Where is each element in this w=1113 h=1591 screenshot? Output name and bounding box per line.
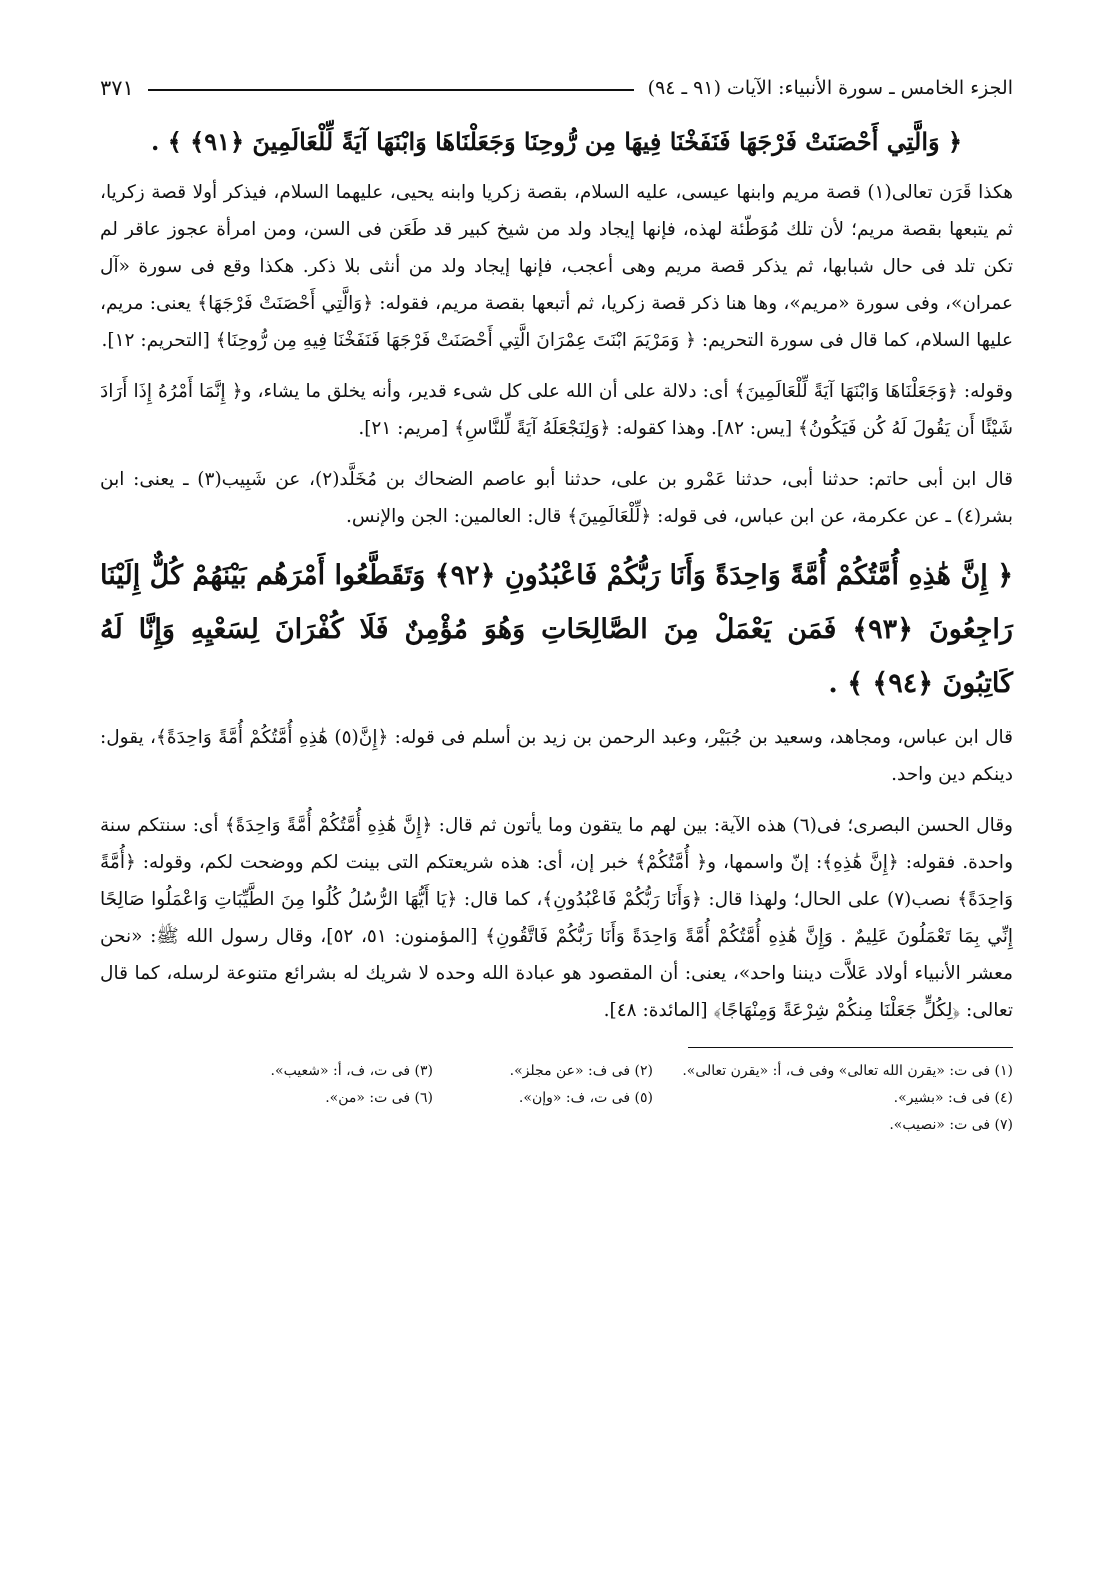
- footnote-5: (٥) فى ت، ف: «وإن».: [518, 1090, 653, 1106]
- running-header: [100, 68, 1013, 108]
- footnote-row: [100, 1085, 1013, 1112]
- commentary-paragraph-3: قال ابن أبى حاتم: حدثنا أبى، حدثنا عَمْرو بن على، حدثنا أبو عاصم الضحاك بن مُخَلَّد(٢)، عن شَبِيب(٣) ـ يعنى: ابن بشر(٤) ـ عن عكرمة، عن ابن عباس، فى قوله: ﴿لِّلْعَالَمِينَ﴾ قال: العالمين: الجن والإنس.: [100, 469, 1014, 527]
- footnote-6: (٦) فى ت: «من».: [325, 1090, 433, 1106]
- footnote-4: (٤) فى ف: «بشير».: [893, 1090, 1013, 1106]
- commentary-paragraph-5: وقال الحسن البصرى؛ فى(٦) هذه الآية: بين لهم ما يتقون وما يأتون ثم قال: ﴿إِنَّ هَٰذِهِ أُمَّتُكُمْ أُمَّةً وَاحِدَةً﴾ أى: سنتكم سنة واحدة. فقوله: ﴿إِنَّ هَٰذِهِ﴾: إنّ واسمها، و﴿ أُمَّتُكُمْ﴾ خبر إن، أى: هذه شريعتكم التى بينت لكم ووضحت لكم، وقوله: ﴿أُمَّةً وَاحِدَةً﴾ نصب(٧) على الحال؛ ولهذا قال: ﴿وَأَنَا رَبُّكُمْ فَاعْبُدُونِ﴾، كما قال: ﴿يَا أَيُّهَا الرُّسُلُ كُلُوا مِنَ الطَّيِّبَاتِ وَاعْمَلُوا صَالِحًا إِنِّي بِمَا تَعْمَلُونَ عَلِيمٌ . وَإِنَّ هَٰذِهِ أُمَّتُكُمْ أُمَّةً وَاحِدَةً وَأَنَا رَبُّكُمْ فَاتَّقُونِ﴾ [المؤمنون: ٥١، ٥٢]، وقال رسول الله ﷺ: «نحن معشر الأنبياء أولاد عَلاَّت ديننا واحد»، يعنى: أن المقصود هو عبادة الله وحده لا شريك له بشرائع متنوعة لرسله، كما قال تعالى: ﴿لِكُلٍّ جَعَلْنَا مِنكُمْ شِرْعَةً وَمِنْهَاجًا﴾ [المائدة: ٤٨].: [100, 815, 1013, 1021]
- footnote-7: (٧) فى ت: «نصيب».: [889, 1117, 1013, 1133]
- footnote-2: (٢) فى ف: «عن مجلز».: [509, 1063, 653, 1079]
- footnotes: [100, 1058, 1013, 1139]
- header-rule: [148, 89, 634, 91]
- commentary-paragraph-1: هكذا قَرَن تعالى(١) قصة مريم وابنها عيسى، عليه السلام، بقصة زكريا وابنه يحيى، عليهما السلام، فيذكر أولا قصة زكريا، ثم يتبعها بقصة مريم؛ لأن تلك مُوَطّئة لهذه، فإنها إيجاد ولد من شيخ كبير قد طَعَن فى السن، ومن امرأة عجوز عاقر لم تكن تلد فى حال شبابها، ثم يذكر قصة مريم وهى أعجب، فإنها إيجاد ولد من أنثى بلا ذكر. هكذا وقع فى سورة «آل عمران»، وفى سورة «مريم»، وها هنا ذكر قصة زكريا، ثم أتبعها بقصة مريم، فقوله: ﴿وَالَّتِي أَحْصَنَتْ فَرْجَهَا﴾ يعنى: مريم، عليها السلام، كما قال فى سورة التحريم: ﴿ وَمَرْيَمَ ابْنَتَ عِمْرَانَ الَّتِي أَحْصَنَتْ فَرْجَهَا فَنَفَخْنَا فِيهِ مِن رُّوحِنَا﴾ [التحريم: ١٢].: [100, 182, 1013, 351]
- footnote-row: [100, 1058, 1013, 1085]
- quran-verses-92-94: ﴿ إِنَّ هَٰذِهِ أُمَّتُكُمْ أُمَّةً وَاحِدَةً وَأَنَا رَبُّكُمْ فَاعْبُدُونِ ﴿٩٢﴾ وَتَقَطَّعُوا أَمْرَهُم بَيْنَهُمْ كُلٌّ إِلَيْنَا رَاجِعُونَ ﴿٩٣﴾ فَمَن يَعْمَلْ مِنَ الصَّالِحَاتِ وَهُوَ مُؤْمِنٌ فَلَا كُفْرَانَ لِسَعْيِهِ وَإِنَّا لَهُ كَاتِبُونَ ﴿٩٤﴾ ﴾ .: [100, 560, 1014, 699]
- footnote-row: [100, 1112, 1013, 1139]
- footnote-divider: [688, 1047, 1013, 1048]
- footnote-3: (٣) فى ت، ف، أ: «شعيب».: [270, 1063, 433, 1079]
- commentary-paragraph-4: قال ابن عباس، ومجاهد، وسعيد بن جُبَيْر، وعبد الرحمن بن زيد بن أسلم فى قوله: ﴿إِنَّ(٥) هَٰذِهِ أُمَّتُكُمْ أُمَّةً وَاحِدَةً﴾، يقول: دينكم دين واحد.: [100, 727, 1013, 785]
- quran-verse-91: ﴿ وَالَّتِي أَحْصَنَتْ فَرْجَهَا فَنَفَخْنَا فِيهَا مِن رُّوحِنَا وَجَعَلْنَاهَا وَابْنَهَا آيَةً لِّلْعَالَمِينَ ﴿٩١﴾ ﴾ .: [150, 127, 963, 156]
- commentary-paragraph-2: وقوله: ﴿وَجَعَلْنَاهَا وَابْنَهَا آيَةً لِّلْعَالَمِينَ﴾ أى: دلالة على أن الله على كل شىء قدير، وأنه يخلق ما يشاء، و﴿ إِنَّمَا أَمْرُهُ إِذَا أَرَادَ شَيْئًا أَن يَقُولَ لَهُ كُن فَيَكُونُ﴾ [يس: ٨٢]. وهذا كقوله: ﴿وَلِنَجْعَلَهُ آيَةً لِّلنَّاسِ﴾ [مريم: ٢١].: [100, 381, 1013, 439]
- header-title: الجزء الخامس ـ سورة الأنبياء: الآيات (٩١ ـ ٩٤): [647, 77, 1013, 99]
- footnote-1: (١) فى ت: «يقرن الله تعالى» وفى ف، أ: «يقرن تعالى».: [682, 1063, 1013, 1079]
- page-number: ٣٧١: [100, 76, 134, 100]
